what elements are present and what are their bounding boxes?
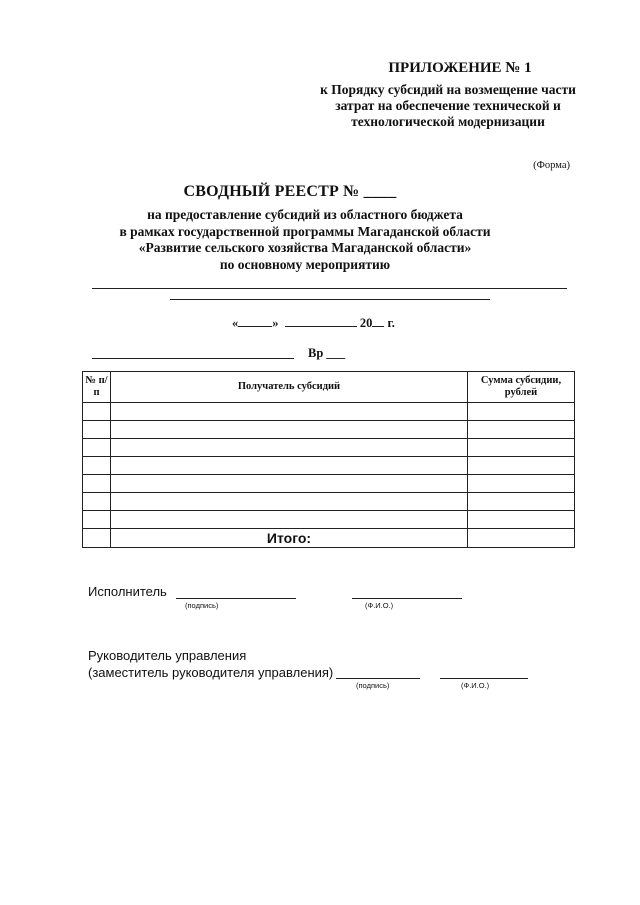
cell-number[interactable]: [83, 493, 111, 511]
cell-amount[interactable]: [468, 511, 575, 529]
cell-recipient[interactable]: [111, 439, 468, 457]
header-recipient: Получатель субсидий: [111, 372, 468, 403]
register-table: [82, 371, 575, 548]
header-number: № п/п: [83, 372, 111, 403]
manager-signature-caption: (подпись): [356, 681, 390, 690]
total-amount-cell[interactable]: [468, 529, 575, 548]
table-row: [83, 493, 575, 511]
register-date: [232, 315, 462, 331]
manager-label-line-2: (заместитель руководителя управления): [88, 665, 334, 680]
table-header-row: [83, 372, 575, 403]
date-year-suffix: г.: [387, 316, 395, 330]
date-open-quote: «: [232, 316, 239, 330]
table-row: [83, 403, 575, 421]
table-total-row: [83, 529, 575, 548]
executor-label: Исполнитель: [88, 584, 167, 599]
cell-amount[interactable]: [468, 439, 575, 457]
date-day-blank: [238, 315, 272, 327]
register-desc-line-2: в рамках государственной программы Магаданской области: [119, 223, 491, 239]
date-year: 20: [359, 316, 373, 330]
appendix-title: ПРИЛОЖЕНИЕ № 1: [388, 60, 532, 76]
appendix-description: к Порядку субсидий на возмещение части затрат на обеспечение технической и технологической модернизации: [320, 82, 576, 129]
cell-recipient[interactable]: [111, 475, 468, 493]
cell-number[interactable]: [83, 511, 111, 529]
cell-recipient[interactable]: [111, 421, 468, 439]
manager-label: [88, 647, 333, 681]
form-label: (Форма): [533, 160, 570, 171]
manager-signature-line[interactable]: [336, 678, 420, 679]
cell-amount[interactable]: [468, 493, 575, 511]
cell-recipient[interactable]: [111, 457, 468, 475]
activity-blank-line-1: [92, 288, 567, 289]
manager-label-line-1: Руководитель управления: [88, 648, 247, 663]
cell-amount[interactable]: [468, 475, 575, 493]
cell-number[interactable]: [83, 439, 111, 457]
cell-recipient[interactable]: [111, 403, 468, 421]
cell-number[interactable]: [83, 403, 111, 421]
executor-signature-line[interactable]: [176, 598, 296, 599]
vr-blank-line: [92, 358, 294, 359]
cell-number[interactable]: [83, 457, 111, 475]
date-year-blank: [372, 315, 384, 327]
cell-recipient[interactable]: [111, 493, 468, 511]
cell-recipient[interactable]: [111, 511, 468, 529]
cell-amount[interactable]: [468, 421, 575, 439]
executor-signature-caption: (подпись): [185, 601, 219, 610]
table-row: [83, 511, 575, 529]
cell-amount[interactable]: [468, 457, 575, 475]
activity-blank-line-2: [170, 299, 490, 300]
register-desc-line-4: по основному мероприятию: [219, 256, 391, 272]
executor-name-caption: (Ф.И.О.): [365, 601, 394, 610]
cell-amount[interactable]: [468, 403, 575, 421]
table-row: [83, 457, 575, 475]
register-description: [95, 207, 515, 273]
date-close-quote: »: [272, 316, 279, 330]
register-desc-line-1: на предоставление субсидий из областного бюджета: [147, 207, 463, 222]
manager-name-caption: (Ф.И.О.): [461, 681, 490, 690]
total-number-cell: [83, 529, 111, 548]
cell-number[interactable]: [83, 475, 111, 493]
table-row: [83, 439, 575, 457]
date-month-blank: [285, 315, 357, 327]
table-row: [83, 421, 575, 439]
cell-number[interactable]: [83, 421, 111, 439]
total-label: Итого:: [111, 529, 468, 548]
register-title: СВОДНЫЙ РЕЕСТР № ____: [183, 183, 397, 200]
vr-label: Вр ___: [308, 346, 346, 360]
table-row: [83, 475, 575, 493]
register-desc-line-3: «Развитие сельского хозяйства Магаданской области»: [138, 240, 472, 255]
executor-name-line[interactable]: [352, 598, 462, 599]
manager-name-line[interactable]: [440, 678, 528, 679]
header-amount: Сумма субсидии, рублей: [468, 372, 575, 403]
